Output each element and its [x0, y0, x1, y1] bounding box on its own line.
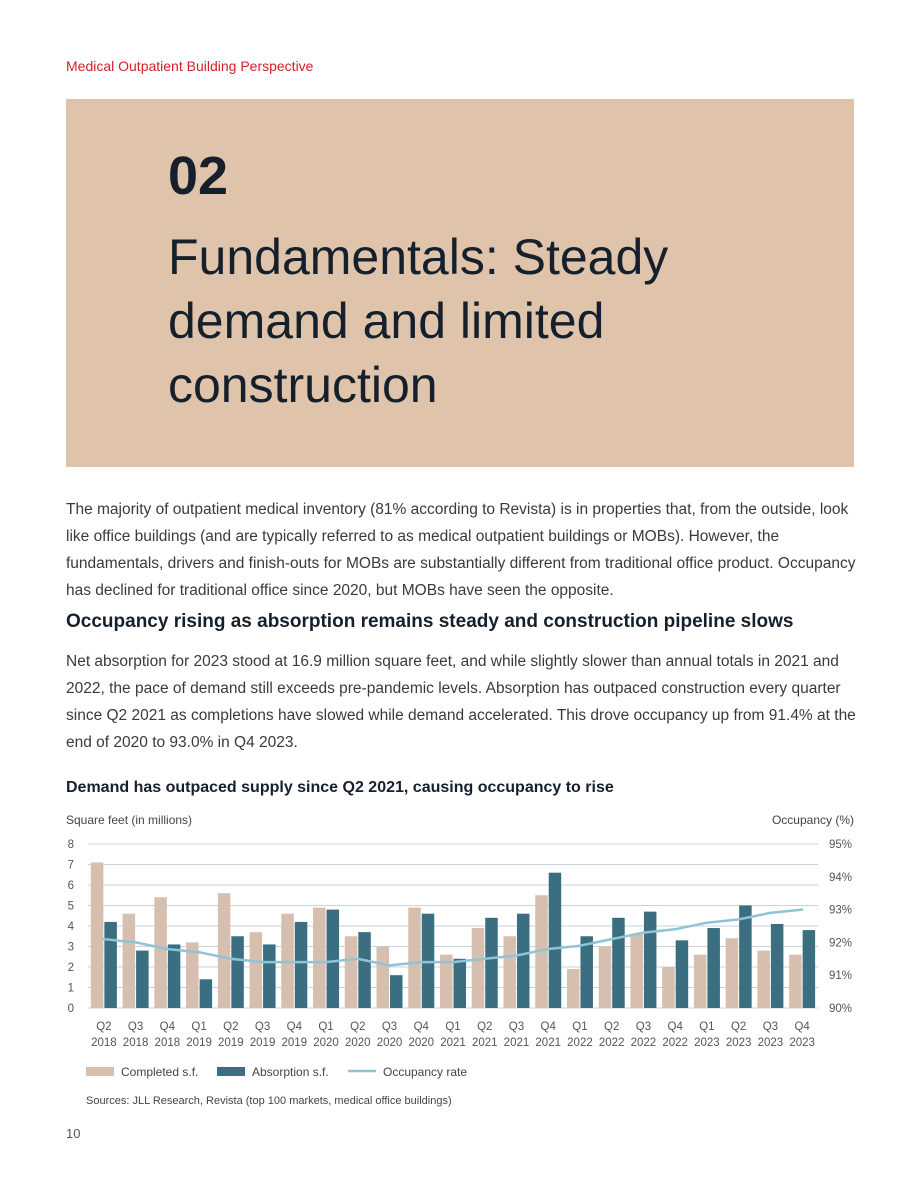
x-tick-year: 2022 [630, 1037, 657, 1049]
x-tick-quarter: Q3 [381, 1021, 398, 1033]
x-tick-quarter: Q4 [159, 1021, 176, 1033]
bar-absorption [676, 940, 689, 1008]
y-tick-label: 2 [67, 962, 74, 974]
legend-swatch-absorption [217, 1067, 245, 1076]
body-paragraph: Net absorption for 2023 stood at 16.9 million square feet, and while slightly slower than annual totals in 2021 and 2022, the pace of demand still exceeds pre-pandemic levels. Absorption has outpaced construction every quarter since Q2 2021 as completions have slowed while demand accelerated. This drove occupancy up from 91.4% at the end of 2020 to 93.0% in Q4 2023. [66, 653, 856, 751]
y2-tick-label: 90% [828, 1003, 852, 1015]
x-tick-year: 2020 [313, 1037, 339, 1049]
x-tick-year: 2020 [344, 1037, 371, 1049]
bar-completed [408, 908, 421, 1008]
bar-completed [472, 928, 485, 1008]
bar-completed [726, 938, 739, 1008]
bar-absorption [517, 914, 530, 1008]
bar-completed [789, 955, 802, 1008]
bar-absorption [612, 918, 625, 1008]
x-tick-quarter: Q4 [286, 1021, 302, 1033]
page-number: 10 [66, 1126, 81, 1141]
bar-completed [377, 947, 390, 1009]
x-tick-quarter: Q1 [699, 1021, 715, 1033]
x-tick-quarter: Q2 [223, 1021, 239, 1033]
bar-completed [567, 969, 580, 1008]
section-title: Fundamentals: Steady demand and limited construction [168, 229, 669, 413]
x-tick-year: 2019 [218, 1037, 244, 1049]
section-number: 02 [168, 146, 229, 206]
subheading: Occupancy rising as absorption remains steady and construction pipeline slows [66, 611, 794, 632]
bar-absorption [136, 951, 149, 1008]
bar-completed [123, 914, 136, 1008]
x-tick-year: 2021 [440, 1037, 466, 1049]
x-tick-year: 2018 [91, 1037, 117, 1049]
x-tick-year: 2019 [249, 1037, 276, 1049]
bar-absorption [454, 959, 467, 1008]
x-tick-quarter: Q2 [730, 1021, 747, 1033]
y-tick-label: 6 [67, 880, 74, 892]
intro-paragraph: The majority of outpatient medical inventory (81% according to Revista) is in properties that, from the outside, look like office buildings (and are typically referred to as medical outpatient buildings or MOBs). However, the fundamentals, drivers and finish-outs for MOBs are substantially different from traditional office product. Occupancy has declined for traditional office since 2020, but MOBs have seen the opposite. [66, 501, 856, 599]
bar-absorption [485, 918, 498, 1008]
x-tick-quarter: Q4 [667, 1021, 683, 1033]
x-tick-year: 2023 [789, 1037, 815, 1049]
y2-tick-label: 94% [828, 871, 852, 884]
bar-absorption [104, 922, 117, 1008]
x-tick-quarter: Q3 [508, 1021, 525, 1033]
x-tick-year: 2019 [281, 1037, 308, 1049]
bar-completed [630, 934, 643, 1008]
x-tick-quarter: Q4 [794, 1021, 810, 1033]
running-header: Medical Outpatient Building Perspective [66, 58, 314, 74]
source-note: Sources: JLL Research, Revista (top 100 markets, medical office buildings) [86, 1095, 452, 1107]
x-tick-year: 2021 [535, 1037, 562, 1049]
left-axis-title: Square feet (in millions) [66, 813, 193, 827]
x-tick-year: 2022 [662, 1037, 688, 1049]
bar-absorption [803, 930, 816, 1008]
y2-tick-label: 92% [828, 937, 852, 950]
bar-completed [345, 936, 358, 1008]
bar-absorption [707, 928, 720, 1008]
x-tick-quarter: Q1 [572, 1021, 588, 1033]
bar-absorption [580, 936, 593, 1008]
x-tick-quarter: Q4 [413, 1021, 429, 1033]
x-tick-quarter: Q1 [445, 1021, 461, 1033]
x-tick-year: 2023 [694, 1037, 720, 1049]
y-tick-label: 4 [67, 921, 74, 933]
bar-completed [250, 932, 263, 1008]
y-tick-label: 8 [67, 839, 74, 851]
x-tick-quarter: Q3 [635, 1021, 652, 1033]
y-tick-label: 0 [67, 1003, 74, 1015]
x-tick-quarter: Q4 [540, 1021, 556, 1033]
legend-label-occupancy: Occupancy rate [383, 1065, 468, 1079]
x-tick-year: 2019 [186, 1037, 212, 1049]
bar-absorption [644, 912, 657, 1008]
y2-tick-label: 95% [828, 839, 852, 851]
x-tick-quarter: Q1 [191, 1021, 207, 1033]
x-tick-quarter: Q1 [318, 1021, 334, 1033]
bar-absorption [739, 906, 752, 1009]
bar-completed [599, 947, 612, 1009]
bar-absorption [549, 873, 562, 1008]
y2-tick-label: 91% [828, 970, 852, 983]
x-tick-year: 2022 [567, 1037, 593, 1049]
y-tick-label: 1 [67, 982, 74, 995]
combo-chart [0, 805, 920, 1110]
x-tick-year: 2023 [757, 1037, 784, 1049]
x-tick-year: 2023 [725, 1037, 752, 1049]
x-tick-year: 2018 [154, 1037, 181, 1049]
y-tick-label: 5 [67, 900, 74, 913]
bar-completed [662, 967, 675, 1008]
y-tick-label: 7 [67, 859, 74, 872]
bar-absorption [390, 975, 403, 1008]
bar-absorption [231, 936, 244, 1008]
x-tick-quarter: Q2 [350, 1021, 366, 1033]
x-tick-quarter: Q2 [604, 1021, 620, 1033]
legend-label-absorption: Absorption s.f. [252, 1065, 329, 1079]
bar-completed [218, 893, 231, 1008]
bar-absorption [771, 924, 784, 1008]
bar-completed [503, 936, 516, 1008]
x-tick-year: 2021 [471, 1037, 498, 1049]
bar-absorption [263, 944, 276, 1008]
x-tick-year: 2020 [376, 1037, 403, 1049]
bar-completed [757, 951, 770, 1008]
section-hero [66, 99, 854, 467]
bar-absorption [422, 914, 435, 1008]
bar-absorption [200, 979, 213, 1008]
right-axis-title: Occupancy (%) [771, 813, 854, 827]
x-tick-year: 2021 [503, 1037, 530, 1049]
x-tick-quarter: Q3 [254, 1021, 271, 1033]
y2-tick-label: 93% [828, 904, 852, 917]
bar-completed [281, 914, 294, 1008]
x-tick-year: 2020 [408, 1037, 435, 1049]
bar-absorption [168, 944, 181, 1008]
bar-absorption [295, 922, 308, 1008]
x-tick-year: 2018 [122, 1037, 149, 1049]
bar-completed [313, 908, 326, 1008]
x-tick-year: 2022 [598, 1037, 625, 1049]
chart-title: Demand has outpaced supply since Q2 2021, causing occupancy to rise [66, 779, 614, 796]
bar-completed [91, 862, 104, 1008]
bar-completed [154, 897, 167, 1008]
bar-completed [694, 955, 707, 1008]
legend-label-completed: Completed s.f. [121, 1065, 199, 1079]
x-tick-quarter: Q3 [762, 1021, 779, 1033]
bar-absorption [327, 910, 340, 1008]
y-tick-label: 3 [67, 941, 74, 954]
x-tick-quarter: Q2 [477, 1021, 493, 1033]
legend-swatch-completed [86, 1067, 114, 1076]
x-tick-quarter: Q3 [127, 1021, 144, 1033]
bar-absorption [358, 932, 371, 1008]
x-tick-quarter: Q2 [96, 1021, 112, 1033]
